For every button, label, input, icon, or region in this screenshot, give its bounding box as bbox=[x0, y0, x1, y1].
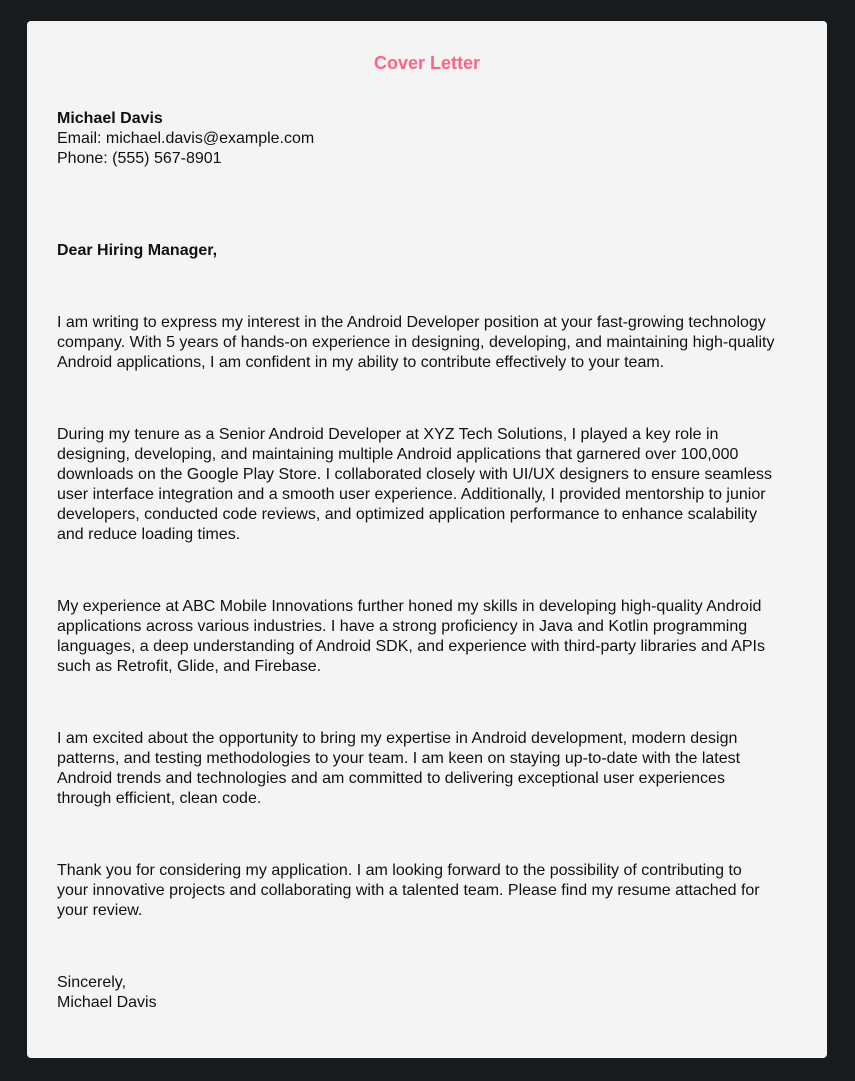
paragraph-line: patterns, and testing methodologies to your team. I am keen on staying up-to-date with the latest bbox=[57, 750, 741, 767]
cover-letter-card bbox=[27, 21, 827, 1058]
paragraph-line: applications across various industries. I have a strong proficiency in Java and Kotlin programming bbox=[57, 618, 748, 635]
paragraph-3 bbox=[57, 597, 802, 677]
paragraph-line: I am writing to express my interest in the Android Developer position at your fast-growing technology bbox=[57, 314, 766, 331]
paragraph-5 bbox=[57, 861, 802, 921]
page-title: Cover Letter bbox=[373, 53, 481, 73]
paragraph-line: My experience at ABC Mobile Innovations further honed my skills in developing high-quality Android bbox=[57, 598, 762, 615]
sender-name: Michael Davis bbox=[57, 110, 163, 127]
closing bbox=[57, 973, 802, 1013]
paragraph-line: languages, a deep understanding of Android SDK, and experience with third-party libraries and APIs bbox=[57, 638, 765, 655]
paragraph-4 bbox=[57, 729, 802, 809]
paragraph-line: your innovative projects and collaborating with a talented team. Please find my resume attached for bbox=[57, 882, 760, 899]
paragraph-line: Android applications, I am confident in my ability to contribute effectively to your team. bbox=[57, 354, 665, 371]
paragraph-line: Thank you for considering my application. I am looking forward to the possibility of contributing to bbox=[57, 862, 742, 879]
paragraph-line: developers, conducted code reviews, and optimized application performance to enhance scalability bbox=[57, 506, 757, 523]
paragraph-line: company. With 5 years of hands-on experience in designing, developing, and maintaining high-quality bbox=[57, 334, 775, 351]
paragraph-line: designing, developing, and maintaining multiple Android applications that garnered over 100,000 bbox=[57, 446, 739, 463]
paragraph-line: your review. bbox=[57, 902, 143, 919]
paragraph-line: such as Retrofit, Glide, and Firebase. bbox=[57, 658, 322, 675]
signature: Michael Davis bbox=[57, 994, 157, 1011]
sender-email: Email: michael.davis@example.com bbox=[57, 130, 315, 147]
salutation: Dear Hiring Manager, bbox=[57, 242, 218, 259]
paragraph-line: user interface integration and a smooth user experience. Additionally, I provided mentorship to junior bbox=[57, 486, 766, 503]
paragraph-line: through efficient, clean code. bbox=[57, 790, 262, 807]
paragraph-line: Android trends and technologies and am committed to delivering exceptional user experiences bbox=[57, 770, 725, 787]
paragraph-line: During my tenure as a Senior Android Developer at XYZ Tech Solutions, I played a key role in bbox=[57, 426, 719, 443]
paragraph-1 bbox=[57, 313, 802, 373]
paragraph-line: downloads on the Google Play Store. I collaborated closely with UI/UX designers to ensure seamless bbox=[57, 466, 773, 483]
sender-phone: Phone: (555) 567-8901 bbox=[57, 150, 222, 167]
paragraph-2 bbox=[57, 425, 802, 545]
valediction: Sincerely, bbox=[57, 974, 127, 991]
paragraph-line: and reduce loading times. bbox=[57, 526, 241, 543]
sender-info bbox=[57, 109, 802, 169]
paragraph-line: I am excited about the opportunity to bring my expertise in Android development, modern design bbox=[57, 730, 738, 747]
